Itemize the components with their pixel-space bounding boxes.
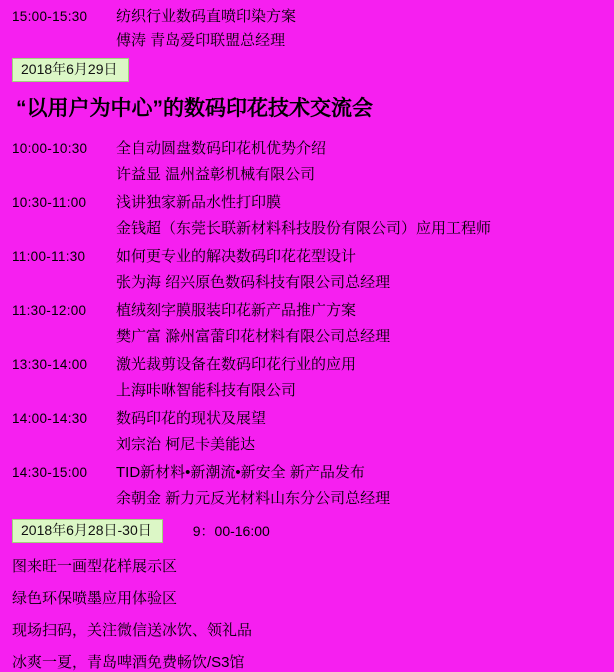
activity-list — [0, 544, 614, 672]
table-row — [0, 238, 614, 266]
session-title: 浅讲独家新品水性打印膜 — [116, 194, 282, 211]
list-item: 绿色环保喷墨应用体验区 — [12, 590, 178, 607]
session-time: 11:30-12:00 — [12, 303, 87, 318]
table-row — [0, 400, 614, 428]
session-speaker: 上海咔咻智能科技有限公司 — [116, 382, 297, 399]
schedule-row — [0, 0, 614, 27]
list-item: 现场扫码，关注微信送冰饮、领礼品 — [12, 622, 253, 639]
session-time: 11:00-11:30 — [12, 249, 86, 264]
session-title: TID新材料•新潮流•新安全 新产品发布 — [116, 464, 365, 481]
table-row — [0, 346, 614, 374]
schedule-speaker-row — [0, 27, 614, 57]
schedule-speaker-row — [0, 374, 614, 400]
session-list — [0, 130, 614, 508]
session-speaker: 余朝金 新力元反光材料山东分公司总经理 — [116, 490, 391, 507]
schedule-speaker-row — [0, 266, 614, 292]
schedule-speaker-row — [0, 158, 614, 184]
session-title: 如何更专业的解决数码印花花型设计 — [116, 248, 357, 265]
date-badge: 2018年6月28日-30日 — [12, 519, 163, 542]
table-row — [0, 454, 614, 482]
list-item: 冰爽一夏，青岛啤酒免费畅饮/S3馆 — [12, 654, 245, 671]
list-item: 图来旺一画型花样展示区 — [12, 558, 178, 575]
session-speaker: 许益显 温州益彰机械有限公司 — [116, 166, 316, 183]
session-time: 15:00-15:30 — [12, 9, 88, 24]
date-badge: 2018年6月29日 — [12, 58, 129, 81]
session-time: 14:00-14:30 — [12, 411, 88, 426]
session-speaker: 金钱超（东莞长联新材料科技股份有限公司）应用工程师 — [116, 220, 492, 237]
date-chip-2-wrap — [0, 518, 614, 544]
session-speaker: 傅涛 青岛爱印联盟总经理 — [116, 32, 286, 49]
session-title: 激光裁剪设备在数码印花行业的应用 — [116, 356, 357, 373]
session-title: 纺织行业数码直喷印染方案 — [116, 8, 297, 25]
session-speaker: 樊广富 滁州富蕾印花材料有限公司总经理 — [116, 328, 391, 345]
session-speaker: 张为海 绍兴原色数码科技有限公司总经理 — [116, 274, 391, 291]
session-title: 全自动圆盘数码印花机优势介绍 — [116, 140, 327, 157]
session-time: 14:30-15:00 — [12, 465, 88, 480]
schedule-speaker-row — [0, 212, 614, 238]
session-title: 数码印花的现状及展望 — [116, 410, 267, 427]
date-badge-hours: 9：00-16:00 — [192, 523, 270, 539]
schedule-speaker-row — [0, 320, 614, 346]
session-time: 10:00-10:30 — [12, 141, 88, 156]
page-title: “以用户为中心”的数码印花技术交流会 — [16, 97, 373, 120]
session-speaker: 刘宗治 柯尼卡美能达 — [116, 436, 256, 453]
schedule-speaker-row — [0, 428, 614, 454]
date-chip-1-wrap — [0, 57, 614, 83]
table-row — [0, 292, 614, 320]
session-title: 植绒刻字膜服装印花新产品推广方案 — [116, 302, 357, 319]
table-row — [0, 130, 614, 158]
session-time: 10:30-11:00 — [12, 195, 87, 210]
table-row — [0, 184, 614, 212]
schedule-speaker-row — [0, 482, 614, 508]
session-time: 13:30-14:00 — [12, 357, 88, 372]
